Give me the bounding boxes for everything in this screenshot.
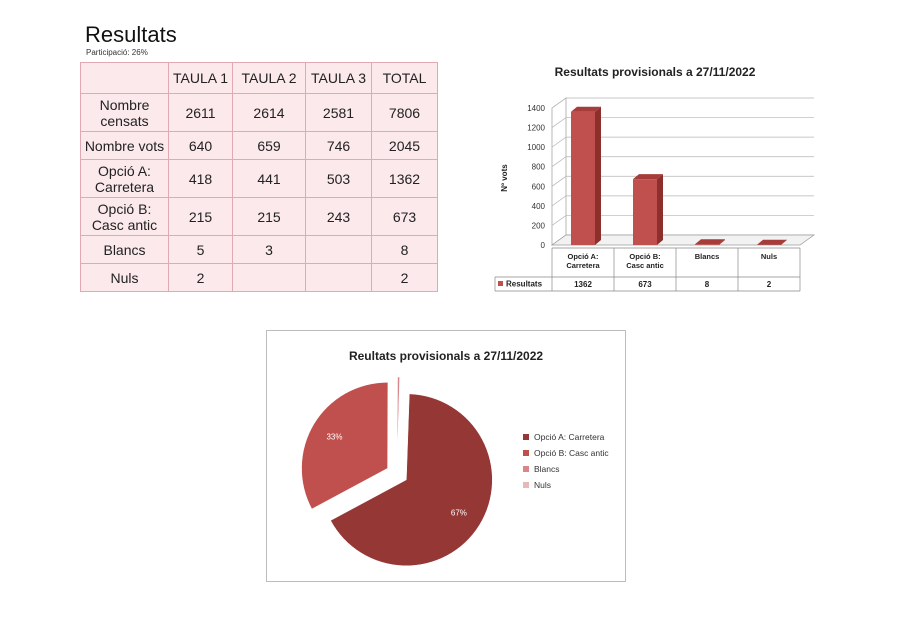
table-row-label: Blancs xyxy=(81,236,169,264)
bar xyxy=(571,112,595,245)
table-row xyxy=(81,236,438,264)
legend-swatch xyxy=(523,466,529,472)
table-cell: 441 xyxy=(233,160,306,198)
table-header-cell: TAULA 2 xyxy=(233,63,306,94)
pie-chart xyxy=(266,330,626,582)
table-cell: 2611 xyxy=(169,94,233,132)
bar-chart-svg xyxy=(490,58,820,296)
table-header-cell xyxy=(81,63,169,94)
table-header-cell: TAULA 1 xyxy=(169,63,233,94)
legend-swatch xyxy=(523,450,529,456)
table-cell: 746 xyxy=(306,132,372,160)
bar-chart xyxy=(490,58,820,296)
table-row-label: Nombre censats xyxy=(81,94,169,132)
y-tick-label: 800 xyxy=(531,162,545,172)
table-cell: 673 xyxy=(372,198,438,236)
legend-swatch xyxy=(523,482,529,488)
y-tick-label: 0 xyxy=(540,241,545,250)
table-header-cell: TAULA 3 xyxy=(306,63,372,94)
pie-slice xyxy=(302,382,388,509)
data-table-series-name: Resultats xyxy=(506,279,543,289)
table-row xyxy=(81,94,438,132)
pie-data-label: 33% xyxy=(326,432,343,442)
chart-title: Reultats provisionals a 27/11/2022 xyxy=(348,349,544,363)
table-row xyxy=(81,132,438,160)
table-cell: 2581 xyxy=(306,94,372,132)
y-tick-label: 1200 xyxy=(527,123,545,133)
table-cell xyxy=(233,264,306,292)
y-tick-label: 200 xyxy=(531,221,545,231)
chart-title: Resultats provisionals a 27/11/2022 xyxy=(554,65,756,79)
table-cell: 659 xyxy=(233,132,306,160)
legend-label: Blancs xyxy=(534,464,560,474)
table-row xyxy=(81,160,438,198)
data-table-value: 2 xyxy=(766,280,772,289)
table-header-cell: TOTAL xyxy=(372,63,438,94)
table-cell xyxy=(306,236,372,264)
results-table xyxy=(80,62,438,292)
x-category-label: Opció A: xyxy=(567,252,599,261)
table-row xyxy=(81,264,438,292)
table-cell: 1362 xyxy=(372,160,438,198)
table-cell: 3 xyxy=(233,236,306,264)
table-cell: 418 xyxy=(169,160,233,198)
table-cell: 243 xyxy=(306,198,372,236)
y-tick-label: 400 xyxy=(531,201,545,211)
table-header-row xyxy=(81,63,438,94)
y-tick-label: 1000 xyxy=(527,143,545,153)
table-cell: 503 xyxy=(306,160,372,198)
table-cell: 8 xyxy=(372,236,438,264)
x-category-label: Blancs xyxy=(694,252,720,261)
data-table-value: 1362 xyxy=(574,280,592,289)
x-category-label: Opció B: xyxy=(629,252,661,261)
table-cell xyxy=(306,264,372,292)
x-category-label: Casc antic xyxy=(626,261,664,270)
table-cell: 2 xyxy=(372,264,438,292)
table-cell: 215 xyxy=(169,198,233,236)
x-category-label: Nuls xyxy=(760,252,778,261)
bar-side xyxy=(595,107,601,245)
table-cell: 5 xyxy=(169,236,233,264)
chart-side-wall xyxy=(552,98,566,245)
pie-data-label: 67% xyxy=(450,508,467,518)
x-category-label: Carretera xyxy=(566,261,600,270)
page-title: Resultats xyxy=(85,22,177,47)
table-row-label: Opció A: Carretera xyxy=(81,160,169,198)
table-cell: 7806 xyxy=(372,94,438,132)
table-cell: 2 xyxy=(169,264,233,292)
legend-label: Opció A: Carretera xyxy=(534,432,605,442)
table-cell: 640 xyxy=(169,132,233,160)
y-tick-label: 1400 xyxy=(527,104,545,113)
table-row-label: Nuls xyxy=(81,264,169,292)
legend-label: Nuls xyxy=(534,480,552,490)
y-tick-label: 600 xyxy=(531,182,545,192)
legend-label: Opció B: Casc antic xyxy=(534,448,609,458)
table-row-label: Opció B: Casc antic xyxy=(81,198,169,236)
table-row-label: Nombre vots xyxy=(81,132,169,160)
bar xyxy=(695,244,719,245)
table-cell: 215 xyxy=(233,198,306,236)
bar xyxy=(633,179,657,245)
data-table-legend-key xyxy=(498,281,503,286)
y-axis-label: Nº vots xyxy=(500,164,509,192)
participation-text: Participació: 26% xyxy=(86,48,148,57)
table-row xyxy=(81,198,438,236)
table-cell: 2614 xyxy=(233,94,306,132)
bar-side xyxy=(657,174,663,245)
pie-chart-svg xyxy=(267,331,625,581)
table-cell: 2045 xyxy=(372,132,438,160)
data-table-value: 8 xyxy=(704,280,710,289)
legend-swatch xyxy=(523,434,529,440)
gridline xyxy=(552,98,814,108)
data-table-value: 673 xyxy=(638,280,652,289)
